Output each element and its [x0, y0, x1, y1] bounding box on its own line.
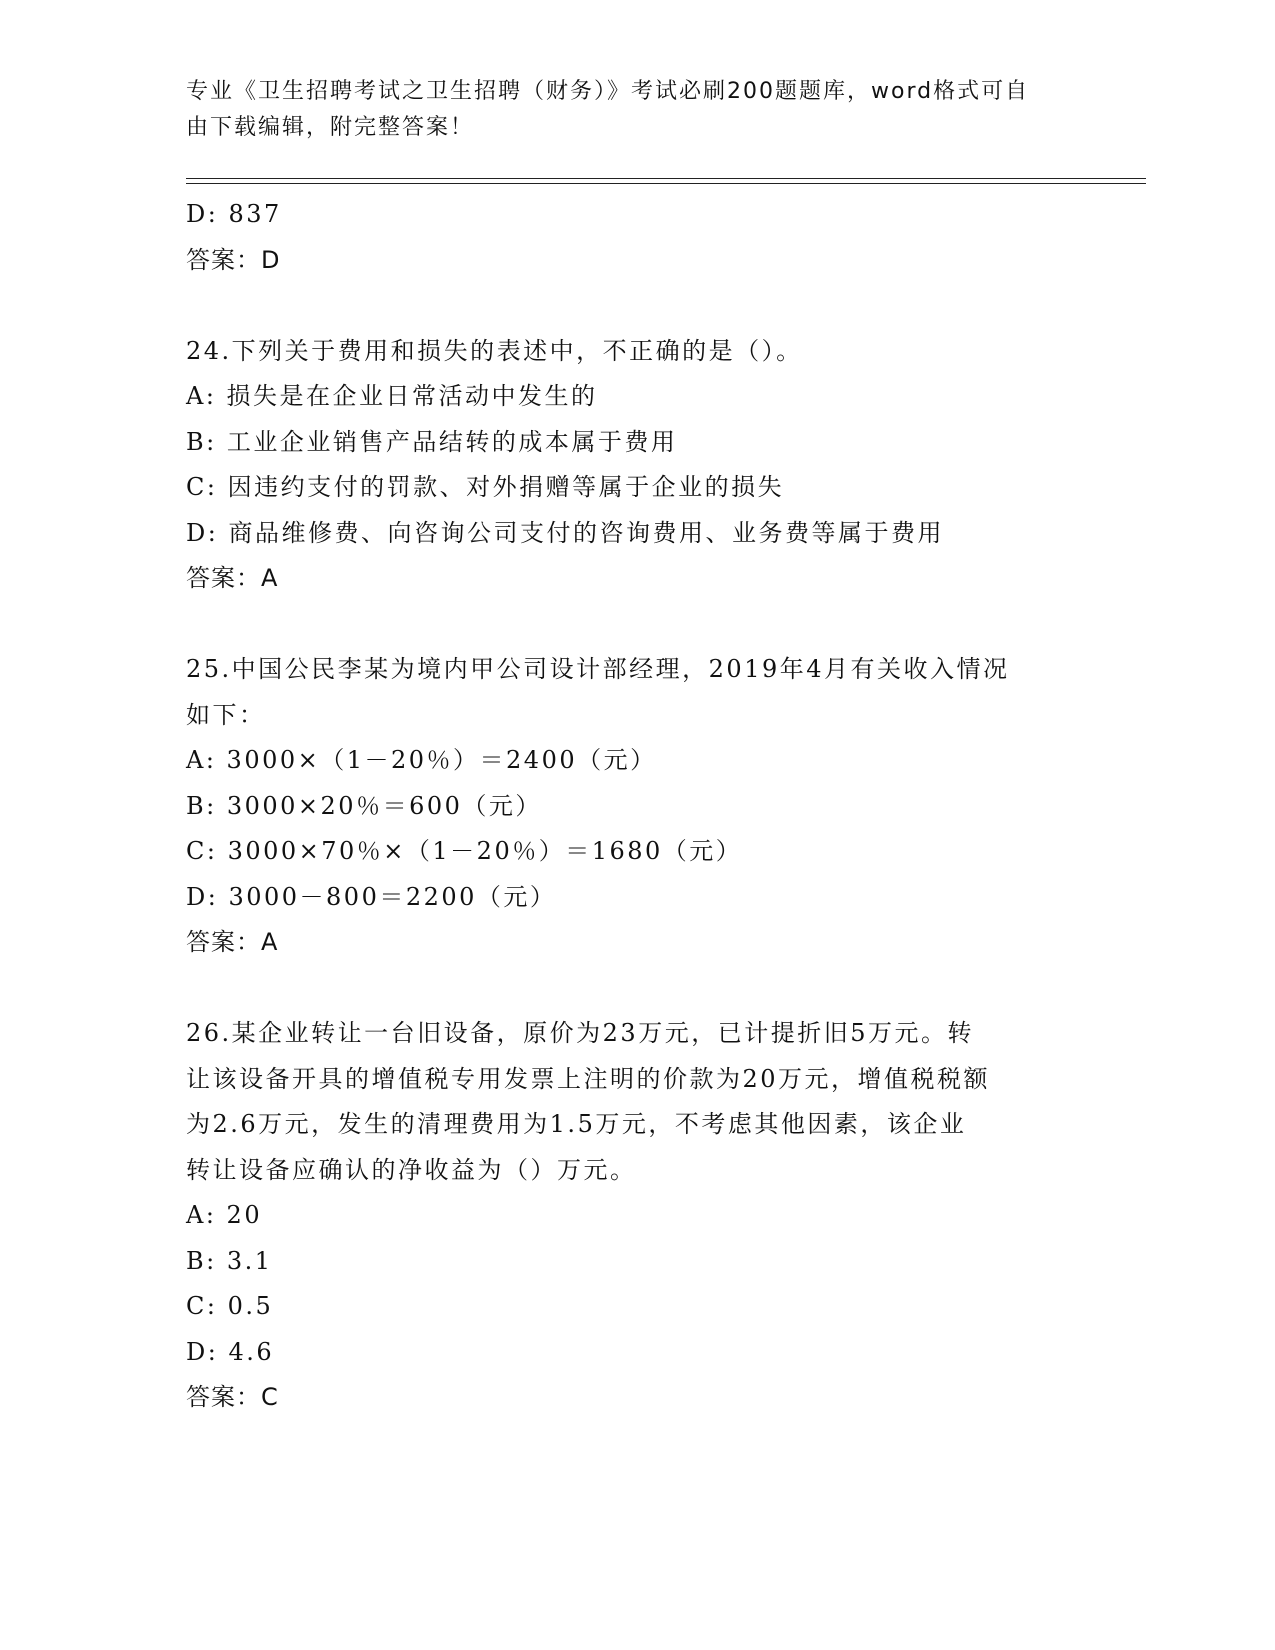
question-content [186, 192, 1086, 1421]
answer-line: 答案：D [186, 245, 281, 274]
header-line-1: 专业《卫生招聘考试之卫生招聘（财务）》考试必刷200题题库，word格式可自 [186, 79, 1030, 104]
spacer [186, 602, 1086, 648]
question-24 [186, 329, 1086, 602]
option-b: B: 工业企业销售产品结转的成本属于费用 [186, 427, 678, 456]
question-25 [186, 647, 1086, 966]
header-divider-bottom [186, 183, 1146, 184]
option-c: C: 0.5 [186, 1292, 274, 1320]
option-d: D: 4.6 [186, 1337, 275, 1366]
option-d: D: 商品维修费、向咨询公司支付的咨询费用、业务费等属于费用 [186, 518, 944, 547]
option-c: C: 3000×70％×（1－20％）＝1680（元） [186, 837, 743, 865]
question-stem: 转让设备应确认的净收益为（）万元。 [186, 1155, 637, 1184]
option-b: B: 3000×20％＝600（元） [186, 791, 542, 820]
answer-line: 答案：A [186, 564, 279, 592]
option-c: C: 因违约支付的罚款、对外捐赠等属于企业的损失 [186, 473, 785, 501]
question-26 [186, 1011, 1086, 1421]
question-stem: 24.下列关于费用和损失的表述中，不正确的是（）。 [186, 336, 803, 365]
option-a: A: 3000×（1－20％）＝2400（元） [186, 746, 657, 774]
question-stem: 26.某企业转让一台旧设备，原价为23万元，已计提折旧5万元。转 [186, 1019, 974, 1047]
option-d: D: 3000－800＝2200（元） [186, 882, 557, 911]
question-stem: 25.中国公民李某为境内甲公司设计部经理，2019年4月有关收入情况 [186, 655, 1010, 683]
header-line-2: 由下载编辑，附完整答案！ [186, 115, 475, 140]
question-stem: 为2.6万元，发生的清理费用为1.5万元，不考虑其他因素，该企业 [186, 1110, 967, 1138]
answer-line: 答案：A [186, 928, 279, 956]
question-stem: 让该设备开具的增值税专用发票上注明的价款为20万元，增值税税额 [186, 1064, 991, 1093]
option-d: D: 837 [186, 200, 282, 228]
spacer [186, 966, 1086, 1012]
option-a: A: 损失是在企业日常活动中发生的 [186, 382, 598, 410]
header-divider-top [186, 178, 1146, 179]
document-header [186, 74, 1066, 146]
option-a: A: 20 [186, 1201, 263, 1229]
question-stem: 如下： [186, 700, 266, 729]
answer-line: 答案：C [186, 1383, 279, 1411]
spacer [186, 283, 1086, 329]
option-b: B: 3.1 [186, 1246, 273, 1275]
